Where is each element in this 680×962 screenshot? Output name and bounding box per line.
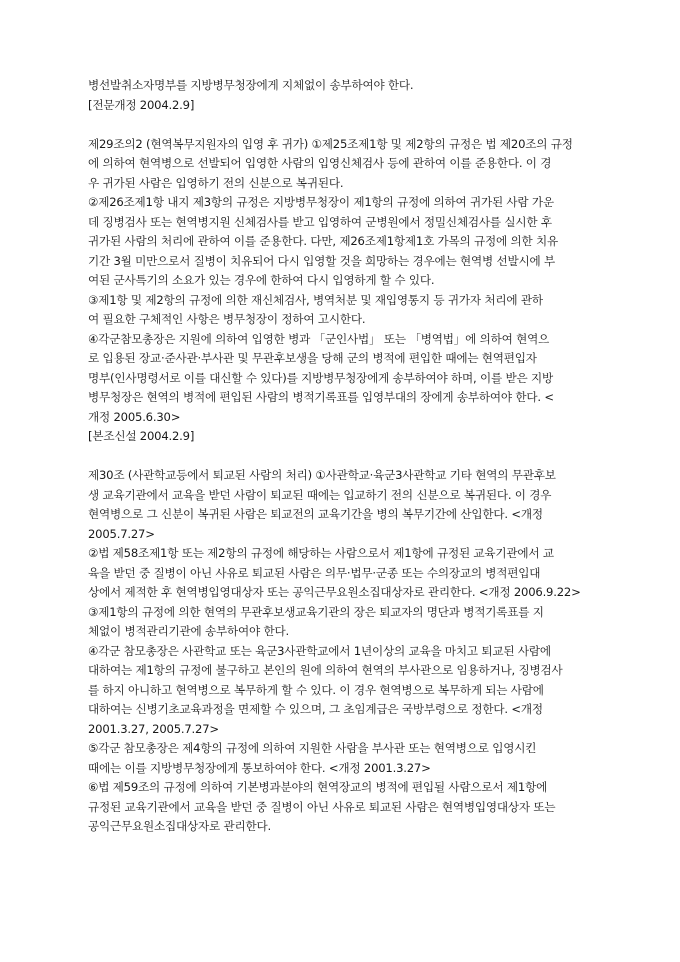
text-line: 현역병으로 그 신분이 복귀된 사람은 퇴교전의 교육기간을 병의 복무기간에 산입한다. <개정 — [88, 507, 543, 521]
text-line: 규정된 교육기관에서 교육을 받던 중 질병이 아닌 사유로 퇴교된 사람은 현역병입영대상자 또는 — [88, 799, 556, 814]
text-line: ⑥법 제59조의 규정에 의하여 기본병과분야의 현역장교의 병적에 편입될 사람으로서 제1항에 — [88, 780, 548, 794]
text-line: 2005.7.27> — [88, 526, 155, 541]
document-body — [88, 76, 594, 837]
text-line: [전문개정 2004.2.9] — [88, 97, 195, 112]
text-line: 대하여는 제1항의 규정에 불구하고 본인의 원에 의하여 현역의 부사관으로 임용하거나, 징병검사 — [88, 663, 563, 677]
text-line: ④각군참모총장은 지원에 의하여 입영한 병과 「군인사법」 또는 「병역법」에 의하여 현역으 — [88, 331, 550, 346]
text-line: 공익근무요원소집대상자로 관리한다. — [88, 819, 271, 833]
text-line: 명부(인사명령서로 이를 대신할 수 있다)를 지방병무청장에게 송부하여야 하며, 이를 받은 지방 — [88, 370, 553, 385]
text-line: 여된 군사특기의 소요가 있는 경우에 한하여 다시 입영하게 할 수 있다. — [88, 273, 435, 287]
text-line: 데 징병검사 또는 현역병지원 신체검사를 받고 입영하여 군병원에서 정밀신체검사를 실시한 후 — [88, 214, 552, 229]
text-line: 상에서 제적한 후 현역병입영대상자 또는 공익근무요원소집대상자로 관리한다. <개정 2006.9.22> — [88, 585, 581, 599]
text-line: 귀가된 사람의 처리에 관하여 이를 준용한다. 다만, 제26조제1항제1호 가목의 규정에 의한 치유 — [88, 234, 559, 248]
blank-line — [88, 447, 594, 467]
text-line: 개정 2005.6.30> — [88, 409, 181, 424]
text-line: 제29조의2 (현역복무지원자의 입영 후 귀가) ①제25조제1항 및 제2항의 규정은 법 제20조의 규정 — [88, 136, 573, 151]
text-line: ③제1항 및 제2항의 규정에 의한 재신체검사, 병역처분 및 재입영통지 등 귀가자 처리에 관하 — [88, 292, 543, 307]
text-line: 2001.3.27, 2005.7.27> — [88, 721, 219, 736]
text-line: 제30조 (사관학교등에서 퇴교된 사람의 처리) ①사관학교·육군3사관학교 기타 현역의 무관후보 — [88, 468, 556, 482]
text-line: 체없이 병적관리기관에 송부하여야 한다. — [88, 624, 289, 638]
text-line: 육을 받던 중 질병이 아닌 사유로 퇴교된 사람은 의무·법무·군종 또는 수의장교의 병적편입대 — [88, 565, 541, 580]
text-line: 병무청장은 현역의 병적에 편입된 사람의 병적기록표를 입영부대의 장에게 송부하여야 한다. < — [88, 390, 554, 404]
text-line: 를 하지 아니하고 현역병으로 복무하게 할 수 있다. 이 경우 현역병으로 복무하게 되는 사람에 — [88, 682, 544, 697]
text-line: 대하여는 신병기초교육과정을 면제할 수 있으며, 그 초임계급은 국방부령으로 정한다. <개정 — [88, 702, 543, 716]
text-line: ④각군 참모총장은 사관학교 또는 육군3사관학교에서 1년이상의 교육을 마치고 퇴교된 사람에 — [88, 643, 551, 658]
text-line: 로 입용된 장교·준사관·부사관 및 무관후보생을 당해 군의 병적에 편입한 때에는 현역편입자 — [88, 351, 537, 365]
text-line: ②제26조제1항 내지 제3항의 규정은 지방병무청장이 제1항의 규정에 의하여 귀가된 사람 가운 — [88, 195, 554, 209]
text-line: 여 필요한 구체적인 사항은 병무청장이 정하여 고시한다. — [88, 312, 366, 326]
text-line: [본조신설 2004.2.9] — [88, 429, 195, 443]
blank-line — [88, 115, 594, 135]
text-line: 생 교육기관에서 교육을 받던 사람이 퇴교된 때에는 입교하기 전의 신분으로 복귀된다. 이 경우 — [88, 487, 552, 502]
text-line: 때에는 이를 지방병무청장에게 통보하여야 한다. <개정 2001.3.27> — [88, 760, 431, 775]
text-line: ②법 제58조제1항 또는 제2항의 규정에 해당하는 사람으로서 제1항에 규정된 교육기관에서 교 — [88, 546, 554, 560]
text-line: ⑤각군 참모총장은 제4항의 규정에 의하여 지원한 사람을 부사관 또는 현역병으로 입영시킨 — [88, 741, 537, 755]
text-line: 에 의하여 현역병으로 선발되어 입영한 사람의 입영신체검사 등에 관하여 이를 준용한다. 이 경 — [88, 156, 552, 170]
text-line: 병선발취소자명부를 지방병무청장에게 지체없이 송부하여야 한다. — [88, 78, 414, 92]
text-line: 우 귀가된 사람은 입영하기 전의 신분으로 복귀된다. — [88, 175, 344, 190]
text-line: ③제1항의 규정에 의한 현역의 무관후보생교육기관의 장은 퇴교자의 명단과 병적기록표를 지 — [88, 604, 544, 619]
text-line: 기간 3월 미만으로서 질병이 치유되어 다시 입영할 것을 희망하는 경우에는 현역병 선발시에 부 — [88, 253, 555, 268]
